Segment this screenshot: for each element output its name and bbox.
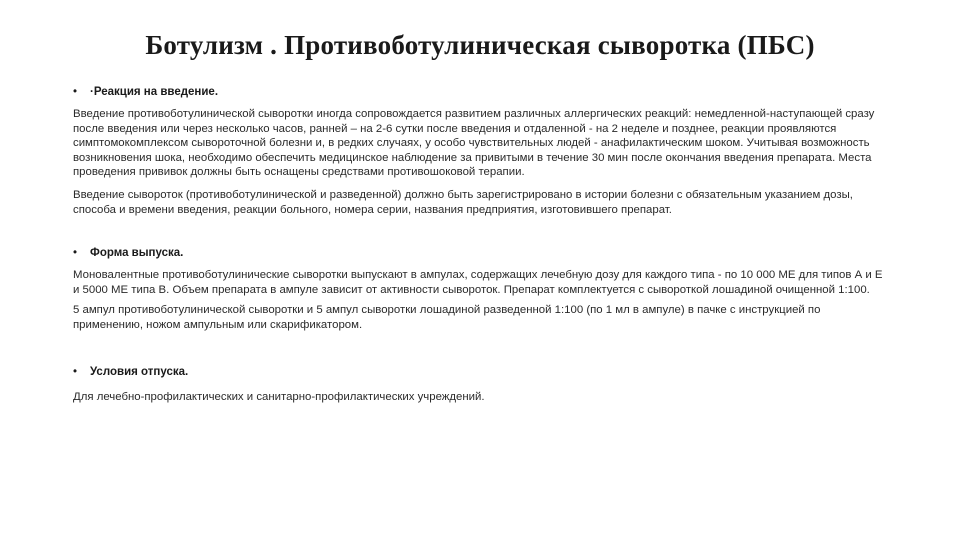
section-heading-label: Форма выпуска. [90, 247, 184, 260]
paragraph-reaction-description: Введение противоботулинической сыворотки иногда сопровождается развитием различных аллергических реакций: немедленной-наступающей сразу после введения или через несколько часов, ранней – на 2-6 сутки после введения и отдаленной - на 2 неделе и позднее, реакции проявляются симптомокомплексом сывороточной болезни и, в редких случаях, у особо чувствительных людей - анафилактическим шоком. Учитывая возможность возникновения шока, необходимо обеспечить медицинское наблюдение за привитыми в течение 30 мин после окончания введения препарата. Места проведения прививок должны быть оснащены средствами противошоковой терапии. [73, 108, 875, 179]
section-heading-release-form [73, 247, 885, 259]
section-heading-label: Условия отпуска. [90, 365, 189, 378]
bullet-icon: • [73, 365, 78, 378]
section-heading-reaction [73, 86, 885, 98]
section-heading-label: ·Реакция на введение. [90, 86, 219, 98]
bullet-icon: • [73, 86, 78, 98]
paragraph-dispensing-conditions: Для лечебно-профилактических и санитарно-профилактических учреждений. [73, 390, 485, 403]
paragraph-monovalent-serums: Моновалентные противоботулинические сыворотки выпускают в ампулах, содержащих лечебную дозу для каждого типа - по 10 000 МЕ для типов А и Е и 5000 МЕ типа В. Объем препарата в ампуле зависит от активности сывороток. Препарат комплектуется с сывороткой лошадиной очищенной 1:100. [73, 269, 883, 296]
paragraph-package-contents: 5 ампул противоботулинической сыворотки и 5 ампул сыворотки лошадиной разведенной 1:100 (по 1 мл в ампуле) в пачке с инструкцией по применению, ножом ампульным или скарификатором. [73, 304, 821, 331]
page-title: Ботулизм . Противоботулиническая сыворотка (ПБС) [145, 30, 815, 60]
slide-content [73, 86, 885, 404]
paragraph-registration: Введение сывороток (противоботулинической и разведенной) должно быть зарегистрировано в истории болезни с обязательным указанием дозы, способа и времени введения, реакции больного, номера серии, названия предприятия, изготовившего препарат. [73, 188, 853, 216]
bullet-icon: • [73, 247, 78, 260]
section-heading-dispensing [73, 366, 885, 378]
